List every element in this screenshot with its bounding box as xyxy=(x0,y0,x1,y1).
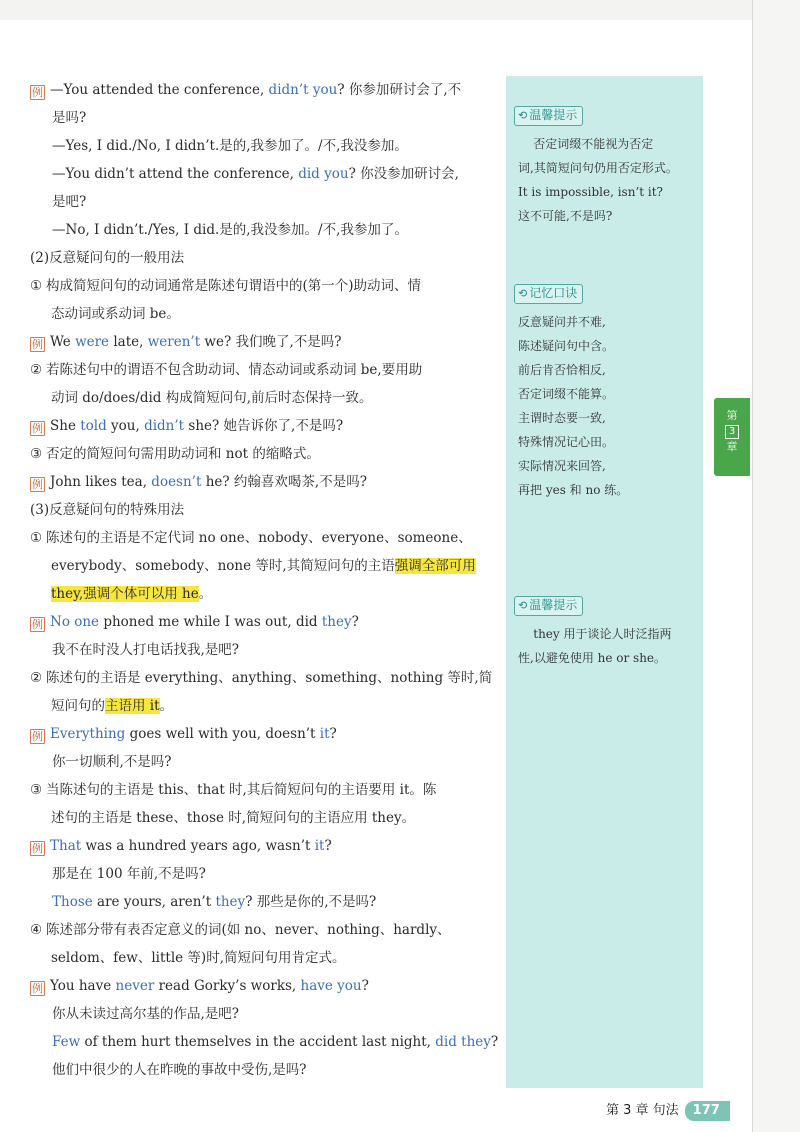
text-line xyxy=(30,608,500,636)
emphasis-text: never xyxy=(115,978,155,994)
tip-line: 实际情况来回答, xyxy=(518,459,606,473)
text-segment: 陈述部分带有表否定意义的词(如 no、never、nothing、hardly、 xyxy=(46,922,451,938)
tip-title xyxy=(514,596,583,616)
text-line xyxy=(30,580,500,608)
text-segment: 陈述句的主语是 everything、anything、something、nothing 等时,简 xyxy=(46,670,493,686)
tip-line: 主谓时态要一致, xyxy=(518,411,606,425)
example-mark-icon: 例 xyxy=(32,842,43,855)
emphasis-text: No one xyxy=(50,614,100,630)
tip-line: 前后肯否恰相反, xyxy=(518,363,606,377)
text-segment: (3)反意疑问句的特殊用法 xyxy=(30,502,185,518)
text-line xyxy=(30,496,500,524)
text-line xyxy=(30,916,500,944)
emphasis-text: they xyxy=(321,614,352,630)
text-line xyxy=(30,944,500,972)
text-segment: phoned me while I was out, did xyxy=(99,614,322,630)
tip-body xyxy=(518,622,700,670)
example-mark-icon: 例 xyxy=(32,730,43,743)
text-segment: 我不在时没人打电话找我,是吧? xyxy=(52,642,240,658)
text-segment: everybody、somebody、none 等时,其简短问句的主语 xyxy=(51,558,395,574)
text-segment: 是吗? xyxy=(52,110,87,126)
page-number: 177 xyxy=(685,1101,730,1121)
text-segment: 他们中很少的人在昨晚的事故中受伤,是吗? xyxy=(52,1062,307,1078)
text-segment: 短问句的 xyxy=(51,698,105,714)
highlighted-text: 主语用 it xyxy=(105,698,160,714)
tip-title-text: 温馨提示 xyxy=(529,598,578,612)
text-line xyxy=(30,524,500,552)
text-segment: ? xyxy=(361,978,369,994)
text-line xyxy=(30,636,500,664)
text-segment: he? 约翰喜欢喝茶,不是吗? xyxy=(201,474,367,490)
tip-title-text: 记忆口诀 xyxy=(529,286,578,300)
text-line xyxy=(30,272,500,300)
list-number: ① xyxy=(30,530,43,546)
tip-line: 反意疑问并不难, xyxy=(518,315,606,329)
text-segment: —Yes, I did./No, I didn’t.是的,我参加了。/不,我没参加。 xyxy=(52,138,408,154)
text-segment: 。 xyxy=(198,586,213,602)
emphasis-text: Those xyxy=(52,894,93,910)
text-segment: 动词 do/does/did 构成简短问句,前后时态保持一致。 xyxy=(51,390,373,406)
chapter-tab xyxy=(714,398,750,476)
tip-line: 特殊情况记心田。 xyxy=(518,435,615,449)
text-line xyxy=(30,804,500,832)
text-line xyxy=(30,76,500,104)
emphasis-text: were xyxy=(75,334,110,350)
tip-line: 陈述疑问句中含。 xyxy=(518,339,615,353)
text-line xyxy=(30,860,500,888)
emphasis-text: it xyxy=(314,838,325,854)
tip-line: they 用于谈论人时泛指两 xyxy=(518,627,672,641)
emphasis-text: doesn’t xyxy=(151,474,202,490)
text-segment: —You didn’t attend the conference, xyxy=(52,166,299,182)
text-segment: ? xyxy=(351,614,359,630)
text-segment: John likes tea, xyxy=(50,474,152,490)
text-segment: goes well with you, doesn’t xyxy=(125,726,320,742)
text-line xyxy=(30,1000,500,1028)
text-segment: ? 你没参加研讨会, xyxy=(348,166,459,182)
text-segment: 你一切顺利,不是吗? xyxy=(52,754,172,770)
list-number: ③ xyxy=(30,446,43,462)
emphasis-text: they xyxy=(215,894,246,910)
text-line xyxy=(30,1028,500,1056)
text-segment: She xyxy=(50,418,81,434)
tip-bulb-icon: ⟲ xyxy=(518,287,528,300)
emphasis-text: have you xyxy=(300,978,362,994)
chapter-tab-top: 第 xyxy=(726,409,738,422)
text-segment: ? 那些是你的,不是吗? xyxy=(245,894,377,910)
emphasis-text: Everything xyxy=(50,726,126,742)
tip-line: 性,以避免使用 he or she。 xyxy=(518,651,667,665)
example-mark-icon: 例 xyxy=(32,982,43,995)
text-segment: 构成简短问句的动词通常是陈述句谓语中的(第一个)助动词、情 xyxy=(46,278,422,294)
text-segment: ? xyxy=(329,726,337,742)
text-segment: We xyxy=(50,334,76,350)
text-line xyxy=(30,468,500,496)
emphasis-text: That xyxy=(50,838,82,854)
emphasis-text: didn’t xyxy=(144,418,185,434)
example-mark-icon: 例 xyxy=(32,338,43,351)
tip-title-text: 温馨提示 xyxy=(529,108,578,122)
text-segment: You have xyxy=(50,978,116,994)
text-segment: 若陈述句中的谓语不包含助动词、情态动词或系动词 be,要用助 xyxy=(46,362,423,378)
text-line xyxy=(30,748,500,776)
chapter-tab-bottom: 章 xyxy=(726,440,738,453)
text-segment: we? 我们晚了,不是吗? xyxy=(200,334,342,350)
text-segment: 述句的主语是 these、those 时,简短问句的主语应用 they。 xyxy=(51,810,416,826)
tip-line: 再把 yes 和 no 练。 xyxy=(518,483,629,497)
page-footer xyxy=(606,1099,730,1119)
text-line xyxy=(30,188,500,216)
tip-line: It is impossible, isn’t it? xyxy=(518,185,663,199)
text-line xyxy=(30,1056,500,1084)
text-line xyxy=(30,244,500,272)
text-line xyxy=(30,888,500,916)
example-mark-icon: 例 xyxy=(32,478,43,491)
list-number: ④ xyxy=(30,922,43,938)
text-segment: 。 xyxy=(159,698,174,714)
text-line xyxy=(30,412,500,440)
list-number: ③ xyxy=(30,782,43,798)
highlighted-text: 强调全部可用 xyxy=(394,558,476,574)
emphasis-text: it xyxy=(319,726,330,742)
text-segment: was a hundred years ago, wasn’t xyxy=(81,838,315,854)
text-segment: seldom、few、little 等)时,简短问句用肯定式。 xyxy=(51,950,346,966)
text-line xyxy=(30,132,500,160)
tip-line: 否定词缀不能算。 xyxy=(518,387,615,401)
emphasis-text: Few xyxy=(52,1034,81,1050)
text-segment: ? xyxy=(490,1034,499,1050)
tip-bulb-icon: ⟲ xyxy=(518,109,528,122)
text-segment: (2)反意疑问句的一般用法 xyxy=(30,250,185,266)
main-content xyxy=(30,76,500,1084)
tip-bulb-icon: ⟲ xyxy=(518,599,528,612)
emphasis-text: didn’t you xyxy=(268,82,338,98)
text-line xyxy=(30,300,500,328)
example-mark-icon: 例 xyxy=(32,422,43,435)
footer-chapter: 第 3 章 句法 xyxy=(606,1103,679,1118)
text-line xyxy=(30,692,500,720)
text-line xyxy=(30,356,500,384)
text-line xyxy=(30,552,500,580)
example-mark-icon: 例 xyxy=(32,618,43,631)
list-number: ② xyxy=(30,670,43,686)
list-number: ① xyxy=(30,278,43,294)
page-top-band xyxy=(0,0,800,20)
text-segment: she? 她告诉你了,不是吗? xyxy=(184,418,344,434)
text-segment: 是吧? xyxy=(52,194,87,210)
sidebar-notes xyxy=(506,76,703,1088)
text-line xyxy=(30,160,500,188)
text-segment: 当陈述句的主语是 this、that 时,其后简短问句的主语要用 it。陈 xyxy=(46,782,437,798)
text-line xyxy=(30,440,500,468)
text-segment: ? xyxy=(324,838,332,854)
text-line xyxy=(30,776,500,804)
text-segment: 陈述句的主语是不定代词 no one、nobody、everyone、someone、 xyxy=(46,530,472,546)
page-edge xyxy=(752,0,800,1132)
text-segment: you, xyxy=(106,418,145,434)
emphasis-text: did they xyxy=(435,1034,491,1050)
tip-title xyxy=(514,284,583,304)
text-segment: of them hurt themselves in the accident last night, xyxy=(80,1034,436,1050)
text-segment: —No, I didn’t./Yes, I did.是的,我没参加。/不,我参加了。 xyxy=(52,222,408,238)
example-mark-icon: 例 xyxy=(32,86,43,99)
emphasis-text: weren’t xyxy=(147,334,201,350)
text-segment: 态动词或系动词 be。 xyxy=(51,306,180,322)
tip-title xyxy=(514,106,583,126)
tip-line: 这不可能,不是吗? xyxy=(518,209,613,223)
text-segment: 那是在 100 年前,不是吗? xyxy=(52,866,206,882)
tip-line: 否定词缀不能视为否定 xyxy=(518,137,654,151)
chapter-tab-number: 3 xyxy=(725,425,739,439)
tip-line: 词,其简短问句仍用否定形式。 xyxy=(518,161,678,175)
text-line xyxy=(30,104,500,132)
text-segment: —You attended the conference, xyxy=(50,82,269,98)
list-number: ② xyxy=(30,362,43,378)
text-line xyxy=(30,216,500,244)
text-segment: ? 你参加研讨会了,不 xyxy=(337,82,462,98)
text-segment: read Gorky’s works, xyxy=(154,978,301,994)
text-segment: 否定的简短问句需用助动词和 not 的缩略式。 xyxy=(46,446,320,462)
text-segment: late, xyxy=(109,334,148,350)
text-line xyxy=(30,972,500,1000)
tip-body xyxy=(518,310,700,502)
text-line xyxy=(30,384,500,412)
text-segment: 你从未读过高尔基的作品,是吧? xyxy=(52,1006,240,1022)
emphasis-text: did you xyxy=(298,166,349,182)
emphasis-text: told xyxy=(80,418,107,434)
highlighted-text: they,强调个体可以用 he xyxy=(51,586,199,602)
text-segment: are yours, aren’t xyxy=(92,894,216,910)
text-line xyxy=(30,832,500,860)
text-line xyxy=(30,328,500,356)
tip-body xyxy=(518,132,700,228)
text-line xyxy=(30,720,500,748)
text-line xyxy=(30,664,500,692)
